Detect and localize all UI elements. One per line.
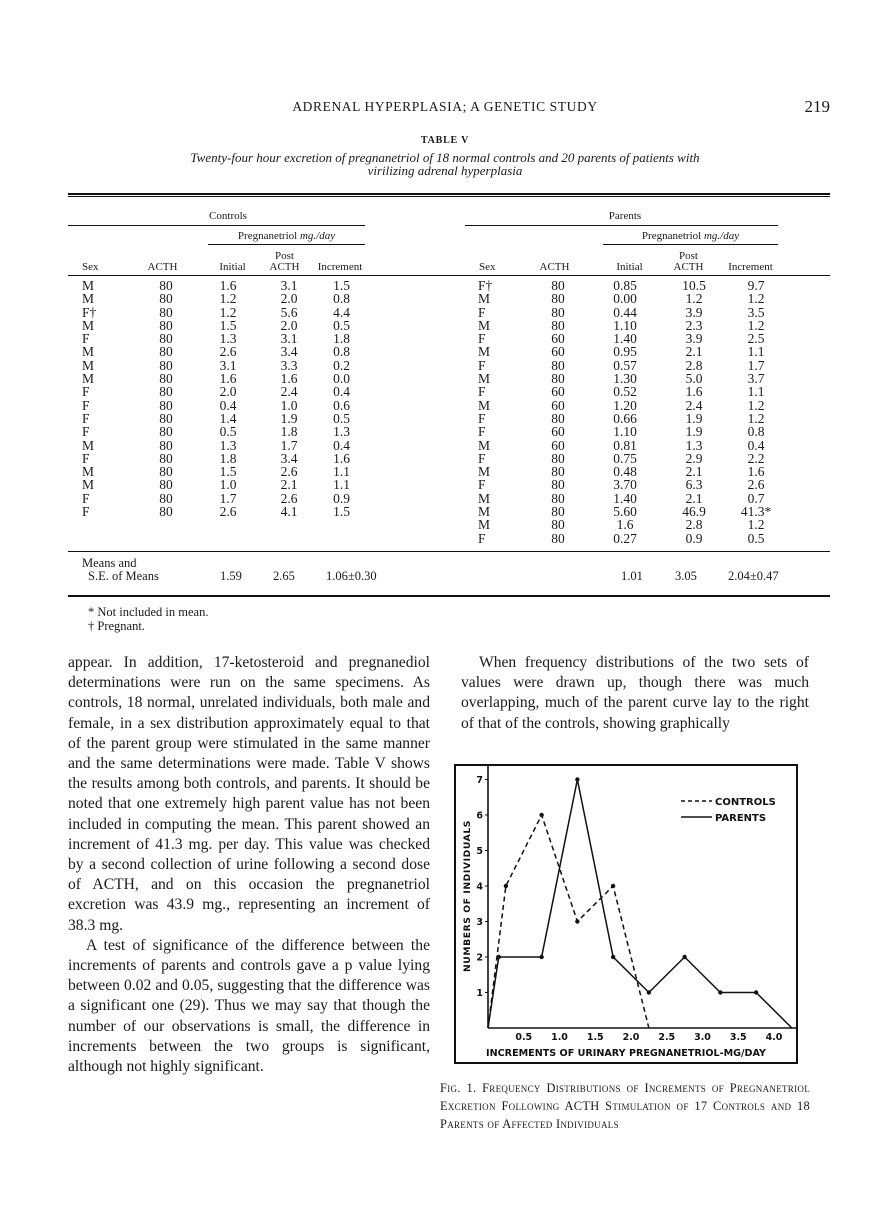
post-acth-cell: 2.1 (685, 464, 703, 480)
controls-col-acth: ACTH (147, 261, 178, 273)
acth-cell: 80 (551, 278, 565, 293)
parents-group-header: Parents (608, 210, 642, 222)
acth-cell: 80 (159, 410, 173, 426)
acth-cell: 80 (551, 530, 565, 546)
controls-group-header: Controls (209, 210, 247, 222)
post-acth-cell: 10.5 (682, 278, 706, 293)
sex-cell: M (478, 464, 491, 480)
initial-cell: 0.44 (613, 304, 637, 320)
post-acth-cell: 3.4 (280, 450, 298, 466)
increment-cell: 0.9 (333, 490, 350, 506)
post-acth-cell: 2.4 (685, 397, 703, 413)
increment-cell: 0.5 (747, 530, 765, 546)
post-acth-cell: 2.9 (685, 450, 703, 466)
sex-cell: F (82, 331, 90, 347)
sex-cell: F (478, 450, 486, 466)
initial-cell: 0.57 (613, 357, 637, 373)
sex-cell: M (478, 397, 491, 413)
data-point (682, 955, 686, 959)
parents-col-acth: ACTH (539, 261, 570, 273)
increment-cell: 1.6 (747, 464, 765, 480)
data-point (497, 955, 501, 959)
acth-cell: 80 (159, 344, 173, 360)
post-acth-cell: 1.7 (280, 437, 298, 453)
increment-cell: 1.1 (747, 384, 765, 400)
initial-cell: 2.6 (219, 504, 237, 520)
x-tick-label: 2.0 (622, 1032, 640, 1043)
post-acth-cell: 2.1 (280, 477, 298, 493)
sex-cell: M (82, 437, 95, 453)
initial-cell: 1.5 (219, 317, 237, 333)
acth-cell: 80 (551, 410, 565, 426)
parents-mean-initial: 1.01 (621, 569, 643, 583)
post-acth-cell: 2.1 (685, 344, 703, 360)
sex-cell: F (478, 331, 486, 347)
sex-cell: M (478, 504, 491, 520)
acth-cell: 80 (159, 371, 173, 387)
post-acth-cell: 3.1 (280, 331, 298, 347)
acth-cell: 60 (551, 424, 565, 440)
table-caption-line2: virilizing adrenal hyperplasia (367, 163, 523, 178)
controls-col-sex: Sex (82, 261, 99, 273)
post-acth-cell: 46.9 (682, 504, 706, 520)
controls-col-post-2: ACTH (269, 261, 300, 273)
initial-cell: 1.5 (219, 464, 237, 480)
initial-cell: 0.52 (613, 384, 637, 400)
y-axis-label: NUMBERS OF INDIVIDUALS (462, 819, 473, 973)
sex-cell: M (82, 357, 95, 373)
running-title: ADRENAL HYPERPLASIA; A GENETIC STUDY (292, 99, 598, 114)
sex-cell: M (82, 477, 95, 493)
sex-cell: M (82, 291, 95, 307)
increment-cell: 0.4 (333, 384, 350, 400)
acth-cell: 80 (159, 304, 173, 320)
y-tick-label: 3 (476, 917, 483, 928)
initial-cell: 1.7 (219, 490, 237, 506)
post-acth-cell: 3.3 (280, 357, 298, 373)
page-number: 219 (804, 97, 830, 116)
increment-cell: 2.6 (747, 477, 765, 493)
post-acth-cell: 1.9 (685, 410, 703, 426)
initial-cell: 1.30 (613, 371, 637, 387)
initial-cell: 0.66 (613, 410, 637, 426)
sex-cell: M (478, 371, 491, 387)
initial-cell: 0.75 (613, 450, 637, 466)
sex-cell: M (82, 317, 95, 333)
initial-cell: 1.10 (613, 317, 637, 333)
increment-cell: 1.2 (747, 397, 765, 413)
paragraph: A test of significance of the difference between the increments of parents and controls gave a p value lying between 0.02 and 0.05, suggesting that the difference was a significant one (29). Thus we may say that though the number of our observations is small, the difference in increments between the two groups is significant, although not highly significant. (68, 936, 430, 1076)
initial-cell: 1.2 (219, 304, 237, 320)
post-acth-cell: 0.9 (685, 530, 703, 546)
footnote-pregnant: † Pregnant. (88, 619, 145, 633)
paragraph: appear. In addition, 17-ketosteroid and pregnanediol determinations were run on the same specimens. As controls, 18 normal, unrelated individuals, both male and female, in a sex distribution approximately equal to that of the parent group were stimulated in the same manner and the same determinations were made. Table V shows the results among both controls, and parents. It should be noted that one extremely high parent value has not been included in computing the mean. This parent showed an increment of 41.3 mg. per day. This value was checked by a second collection of urine following a second dose of ACTH, and on this occasion the pregnanetriol excretion was 43.9 mg., representing an increment of 38.3 mg. (68, 654, 430, 934)
post-acth-cell: 2.0 (280, 317, 298, 333)
increment-cell: 1.6 (333, 450, 350, 466)
increment-cell: 1.1 (333, 464, 350, 480)
acth-cell: 80 (551, 504, 565, 520)
y-tick-label: 1 (476, 988, 483, 999)
increment-cell: 0.0 (333, 371, 350, 387)
sex-cell: M (478, 344, 491, 360)
sex-cell: M (82, 464, 95, 480)
means-label-line1: Means and (82, 556, 137, 570)
initial-cell: 5.60 (613, 504, 637, 520)
acth-cell: 80 (551, 357, 565, 373)
controls-col-post-1: Post (275, 250, 294, 262)
data-point (611, 955, 615, 959)
initial-cell: 3.1 (219, 357, 237, 373)
data-point (539, 813, 543, 817)
sex-cell: F (82, 490, 90, 506)
initial-cell: 0.00 (613, 291, 637, 307)
sex-cell: F (478, 304, 486, 320)
post-acth-cell: 2.8 (685, 517, 703, 533)
parents-pregnanetriol-header: Pregnanetriol mg./day (641, 230, 740, 242)
acth-cell: 60 (551, 344, 565, 360)
increment-cell: 0.5 (333, 410, 350, 426)
x-tick-label: 4.0 (765, 1032, 783, 1043)
initial-cell: 0.48 (613, 464, 637, 480)
controls-col-initial: Initial (219, 261, 246, 273)
acth-cell: 80 (551, 517, 565, 533)
increment-cell: 0.4 (333, 437, 350, 453)
initial-cell: 1.2 (219, 291, 237, 307)
initial-cell: 0.5 (219, 424, 237, 440)
increment-cell: 1.3 (333, 424, 350, 440)
initial-cell: 2.0 (219, 384, 237, 400)
sex-cell: M (82, 278, 95, 293)
post-acth-cell: 4.1 (280, 504, 298, 520)
acth-cell: 80 (159, 424, 173, 440)
increment-cell: 1.1 (333, 477, 350, 493)
acth-cell: 80 (159, 490, 173, 506)
x-axis-label: INCREMENTS OF URINARY PREGNANETRIOL-MG/DAY (486, 1048, 766, 1059)
increment-cell: 0.4 (747, 437, 765, 453)
increment-cell: 0.5 (333, 317, 350, 333)
post-acth-cell: 1.9 (280, 410, 298, 426)
parents-col-initial: Initial (616, 261, 643, 273)
increment-cell: 2.2 (747, 450, 765, 466)
controls-mean-initial: 1.59 (220, 569, 242, 583)
legend-parents-label: PARENTS (715, 813, 767, 824)
increment-cell: 0.8 (747, 424, 765, 440)
sex-cell: F (478, 357, 486, 373)
acth-cell: 60 (551, 397, 565, 413)
initial-cell: 1.3 (219, 437, 237, 453)
increment-cell: 1.8 (333, 331, 350, 347)
post-acth-cell: 2.3 (685, 317, 703, 333)
initial-cell: 1.4 (219, 410, 237, 426)
sex-cell: M (478, 291, 491, 307)
x-axis-ticks (515, 1032, 782, 1043)
increment-cell: 4.4 (333, 304, 350, 320)
acth-cell: 80 (551, 464, 565, 480)
data-point (575, 919, 579, 923)
initial-cell: 0.95 (613, 344, 637, 360)
y-axis-ticks (476, 775, 488, 999)
initial-cell: 1.40 (613, 490, 637, 506)
data-point (754, 990, 758, 994)
sex-cell: M (478, 517, 491, 533)
sex-cell: F (82, 384, 90, 400)
increment-cell: 1.2 (747, 410, 765, 426)
sex-cell: F (478, 477, 486, 493)
sex-cell: M (478, 437, 491, 453)
controls-col-increment: Increment (317, 261, 363, 273)
initial-cell: 0.27 (613, 530, 637, 546)
x-tick-label: 1.5 (586, 1032, 604, 1043)
increment-cell: 1.2 (747, 317, 765, 333)
footnote-not-included: * Not included in mean. (88, 605, 209, 619)
parents-col-post-2: ACTH (673, 261, 704, 273)
sex-cell: F (82, 424, 90, 440)
initial-cell: 1.8 (219, 450, 237, 466)
y-tick-label: 4 (476, 881, 483, 893)
increment-cell: 1.5 (333, 278, 350, 293)
post-acth-cell: 1.6 (280, 371, 298, 387)
post-acth-cell: 6.3 (685, 477, 703, 493)
post-acth-cell: 1.2 (685, 291, 703, 307)
post-acth-cell: 2.0 (280, 291, 298, 307)
increment-cell: 0.8 (333, 344, 350, 360)
acth-cell: 80 (159, 504, 173, 520)
acth-cell: 80 (551, 450, 565, 466)
post-acth-cell: 5.0 (685, 371, 703, 387)
post-acth-cell: 2.6 (280, 464, 298, 480)
table-label: TABLE V (420, 135, 470, 146)
y-tick-label: 6 (476, 810, 483, 822)
sex-cell: M (82, 371, 95, 387)
acth-cell: 60 (551, 384, 565, 400)
initial-cell: 1.6 (219, 371, 237, 387)
increment-cell: 1.2 (747, 291, 765, 307)
post-acth-cell: 1.0 (280, 397, 298, 413)
increment-cell: 1.5 (333, 504, 350, 520)
parents-mean-increment: 2.04±0.47 (728, 569, 779, 583)
sex-cell: M (478, 317, 491, 333)
post-acth-cell: 2.6 (280, 490, 298, 506)
parents-col-increment: Increment (728, 261, 773, 273)
controls-pregnanetriol-header: Pregnanetriol mg./day (237, 230, 336, 242)
data-point (647, 990, 651, 994)
acth-cell: 80 (159, 384, 173, 400)
acth-cell: 80 (159, 437, 173, 453)
post-acth-cell: 3.4 (280, 344, 298, 360)
post-acth-cell: 3.9 (685, 331, 703, 347)
x-tick-label: 3.5 (729, 1032, 747, 1043)
post-acth-cell: 1.6 (685, 384, 703, 400)
post-acth-cell: 1.3 (685, 437, 703, 453)
parents-col-post-1: Post (679, 250, 698, 262)
post-acth-cell: 2.4 (280, 384, 298, 400)
parents-mean-post: 3.05 (675, 569, 697, 583)
acth-cell: 80 (159, 464, 173, 480)
x-tick-label: 1.0 (551, 1032, 568, 1043)
initial-cell: 1.6 (616, 517, 634, 533)
increment-cell: 41.3* (740, 504, 772, 520)
data-point (539, 955, 543, 959)
increment-cell: 2.5 (747, 331, 765, 347)
post-acth-cell: 3.9 (685, 304, 703, 320)
acth-cell: 80 (159, 291, 173, 307)
initial-cell: 1.0 (219, 477, 237, 493)
data-point (575, 777, 579, 781)
sex-cell: F (82, 410, 90, 426)
acth-cell: 60 (551, 331, 565, 347)
initial-cell: 1.40 (613, 331, 637, 347)
post-acth-cell: 1.8 (280, 424, 298, 440)
acth-cell: 60 (551, 437, 565, 453)
increment-cell: 0.2 (333, 357, 350, 373)
increment-cell: 3.5 (747, 304, 765, 320)
y-tick-label: 5 (476, 846, 483, 857)
data-point (611, 884, 615, 888)
acth-cell: 80 (159, 397, 173, 413)
post-acth-cell: 2.8 (685, 357, 703, 373)
acth-cell: 80 (159, 477, 173, 493)
acth-cell: 80 (159, 450, 173, 466)
table-caption-line1: Twenty-four hour excretion of pregnanetriol of 18 normal controls and 20 parents of patients with (190, 150, 700, 165)
x-tick-label: 2.5 (658, 1032, 676, 1043)
sex-cell: M (478, 490, 491, 506)
acth-cell: 80 (551, 490, 565, 506)
sex-cell: F† (478, 278, 493, 293)
increment-cell: 9.7 (747, 278, 765, 293)
initial-cell: 3.70 (613, 477, 637, 493)
sex-cell: F (82, 504, 90, 520)
x-tick-label: 0.5 (515, 1032, 533, 1043)
sex-cell: M (82, 344, 95, 360)
data-point (718, 990, 722, 994)
sex-cell: F (82, 397, 90, 413)
sex-cell: F (478, 530, 486, 546)
acth-cell: 80 (551, 304, 565, 320)
initial-cell: 1.10 (613, 424, 637, 440)
acth-cell: 80 (551, 291, 565, 307)
initial-cell: 1.20 (613, 397, 637, 413)
chart-legend (681, 797, 776, 824)
acth-cell: 80 (551, 371, 565, 387)
figure-caption: Fig. 1. Frequency Distributions of Increments of Pregnanetriol Excretion Following ACTH Stimulation of 17 Controls and 18 Parents of Affected Individuals (440, 1081, 810, 1131)
data-point (504, 884, 508, 888)
initial-cell: 0.4 (219, 397, 237, 413)
increment-cell: 1.7 (747, 357, 765, 373)
y-tick-label: 2 (476, 952, 483, 964)
x-tick-label: 3.0 (694, 1032, 711, 1043)
increment-cell: 1.2 (747, 517, 765, 533)
acth-cell: 80 (159, 331, 173, 347)
increment-cell: 0.7 (747, 490, 765, 506)
post-acth-cell: 1.9 (685, 424, 703, 440)
acth-cell: 80 (551, 477, 565, 493)
acth-cell: 80 (159, 278, 173, 293)
initial-cell: 1.6 (219, 278, 237, 293)
sex-cell: F (478, 410, 486, 426)
parents-col-sex: Sex (479, 261, 496, 273)
paragraph: When frequency distributions of the two sets of values were drawn up, though there was much overlapping, much of the parent curve lay to the right of that of the controls, showing graphically (461, 654, 809, 732)
increment-cell: 1.1 (747, 344, 765, 360)
increment-cell: 0.6 (333, 397, 350, 413)
controls-line (488, 815, 649, 1028)
initial-cell: 0.81 (613, 437, 637, 453)
acth-cell: 80 (551, 317, 565, 333)
acth-cell: 80 (159, 357, 173, 373)
controls-mean-post: 2.65 (273, 569, 295, 583)
legend-controls-label: CONTROLS (715, 797, 776, 808)
initial-cell: 0.85 (613, 278, 637, 293)
post-acth-cell: 5.6 (280, 304, 298, 320)
post-acth-cell: 2.1 (685, 490, 703, 506)
increment-cell: 3.7 (747, 371, 765, 387)
means-label-line2: S.E. of Means (88, 569, 159, 583)
y-tick-label: 7 (476, 775, 483, 786)
post-acth-cell: 3.1 (280, 278, 298, 293)
sex-cell: F (478, 384, 486, 400)
controls-mean-increment: 1.06±0.30 (326, 569, 377, 583)
sex-cell: F† (82, 304, 97, 320)
sex-cell: F (82, 450, 90, 466)
initial-cell: 2.6 (219, 344, 237, 360)
initial-cell: 1.3 (219, 331, 237, 347)
acth-cell: 80 (159, 317, 173, 333)
sex-cell: F (478, 424, 486, 440)
increment-cell: 0.8 (333, 291, 350, 307)
